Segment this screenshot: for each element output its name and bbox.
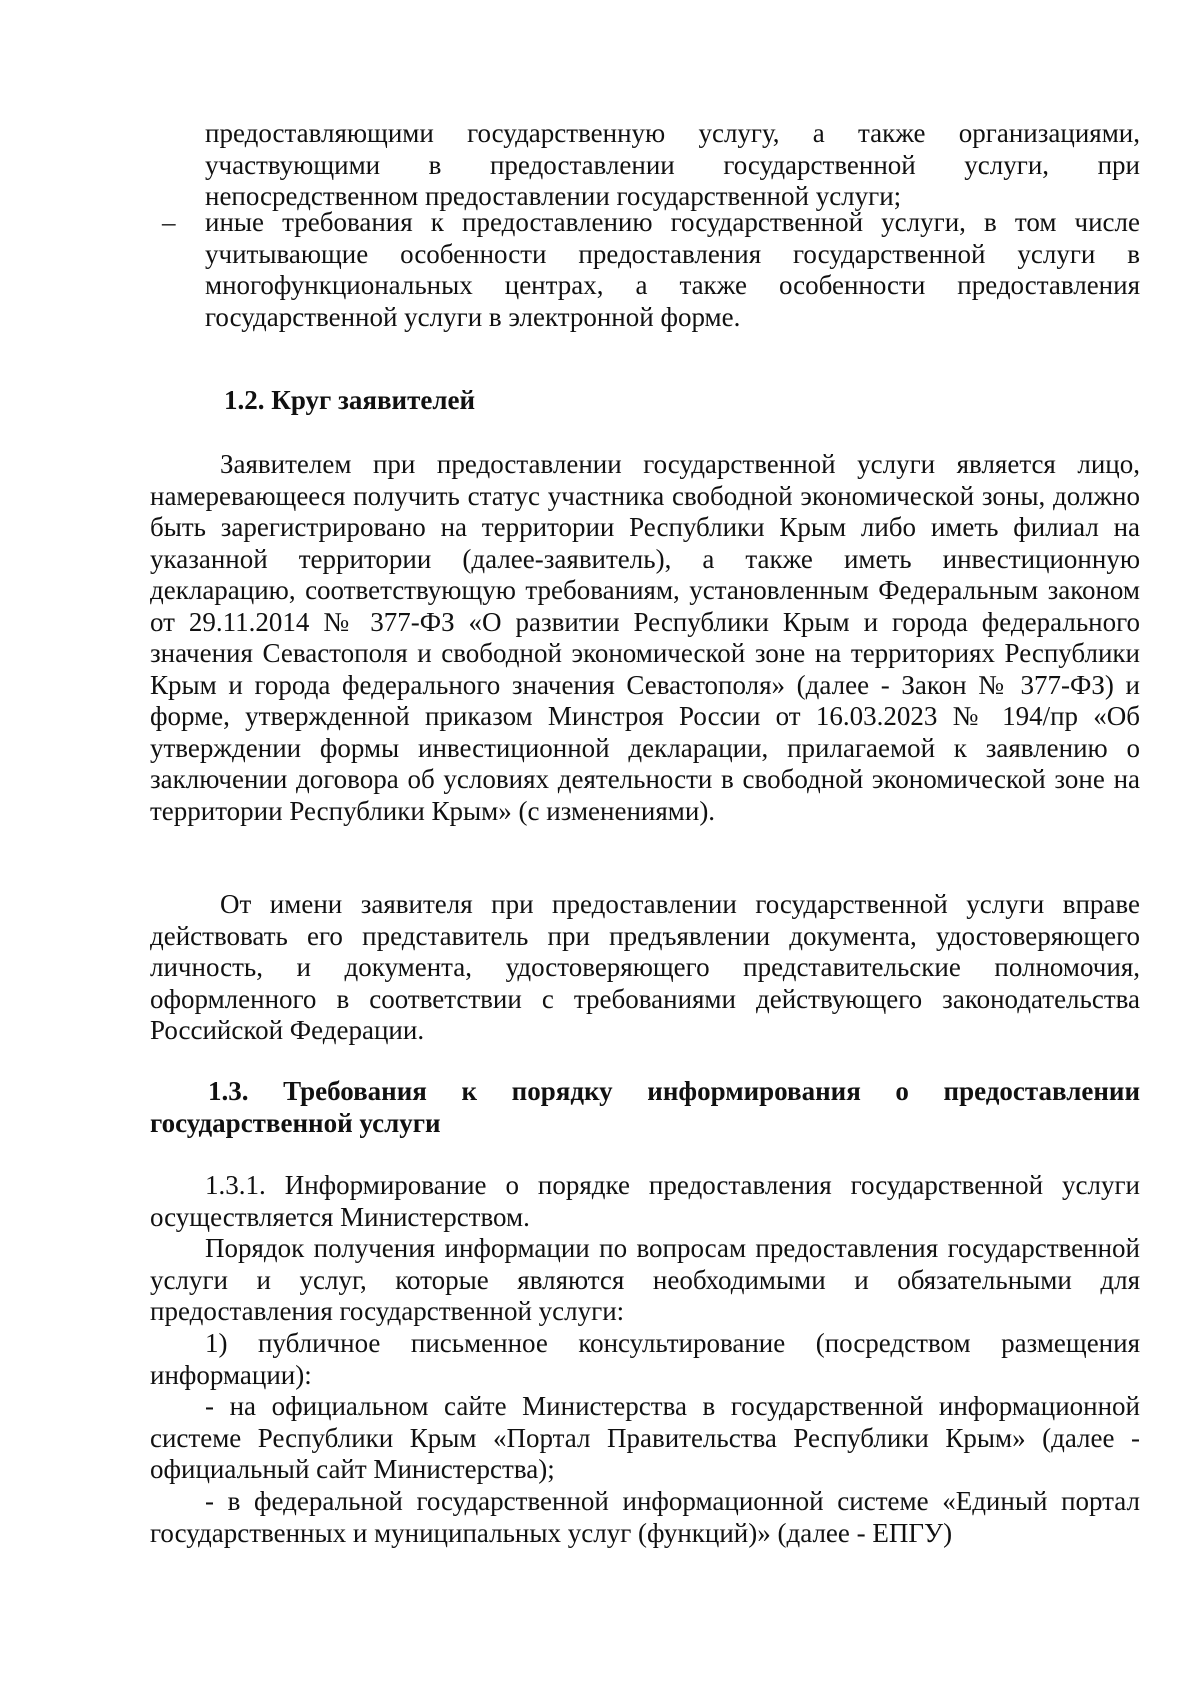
continuation-paragraph: предоставляющими государственную услугу, а также организациями, участвующими в предоставлении государственной услуги, при непосредственном предоставлении государственной услуги; — [205, 118, 1140, 211]
section-heading-1-2: 1.2. Круг заявителей — [224, 385, 476, 415]
paragraph-1-3-1: 1.3.1. Информирование о порядке предоставления государственной услуги осуществляется Министерством. — [150, 1170, 1140, 1232]
epgu-item: - в федеральной государственной информационной системе «Единый портал государственных и муниципальных услуг (функций)» (далее - ЕПГУ) — [150, 1486, 1140, 1548]
official-site-item: - на официальном сайте Министерства в государственной информационной системе Республики Крым «Портал Правительства Республики Крым» (далее - официальный сайт Министерства); — [150, 1391, 1140, 1484]
representative-paragraph: От имени заявителя при предоставлении государственной услуги вправе действовать его представитель при предъявлении документа, удостоверяющего личность, и документа, удостоверяющего представительские полномочия, оформленного в соответствии с требованиями действующего законодательства Российской Федерации. — [150, 889, 1140, 1045]
section-heading-1-3: 1.3. Требования к порядку информирования о предоставлении государственной услуги — [150, 1076, 1140, 1138]
applicants-paragraph: Заявителем при предоставлении государственной услуги является лицо, намеревающееся получить статус участника свободной экономической зоны, должно быть зарегистрировано на территории Республики Крым либо иметь филиал на указанной территории (далее-заявитель), а также иметь инвестиционную декларацию, соответствующую требованиям, установленным Федеральным законом от 29.11.2014 № 377-ФЗ «О развитии Республики Крым и города федерального значения Севастополя и свободной экономической зоне на территориях Республики Крым и города федерального значения Севастополя» (далее - Закон № 377-ФЗ) и форме, утвержденной приказом Минстроя России от 16.03.2023 № 194/пр «Об утверждении формы инвестиционной декларации, прилагаемой к заявлению о заключении договора об условиях деятельности в свободной экономической зоне на территории Республики Крым» (с изменениями). — [150, 449, 1140, 826]
info-order-paragraph: Порядок получения информации по вопросам предоставления государственной услуги и услуг, которые являются необходимыми и обязательными для предоставления государственной услуги: — [150, 1233, 1140, 1326]
list-item — [162, 207, 1140, 333]
dash-marker: – — [162, 207, 176, 237]
list-item-text: иные требования к предоставлению государственной услуги, в том числе учитывающие особенности предоставления государственной услуги в многофункциональных центрах, а также особенности предоставления государственной услуги в электронной форме. — [205, 207, 1140, 332]
public-consulting-item: 1) публичное письменное консультирование (посредством размещения информации): — [150, 1328, 1140, 1390]
